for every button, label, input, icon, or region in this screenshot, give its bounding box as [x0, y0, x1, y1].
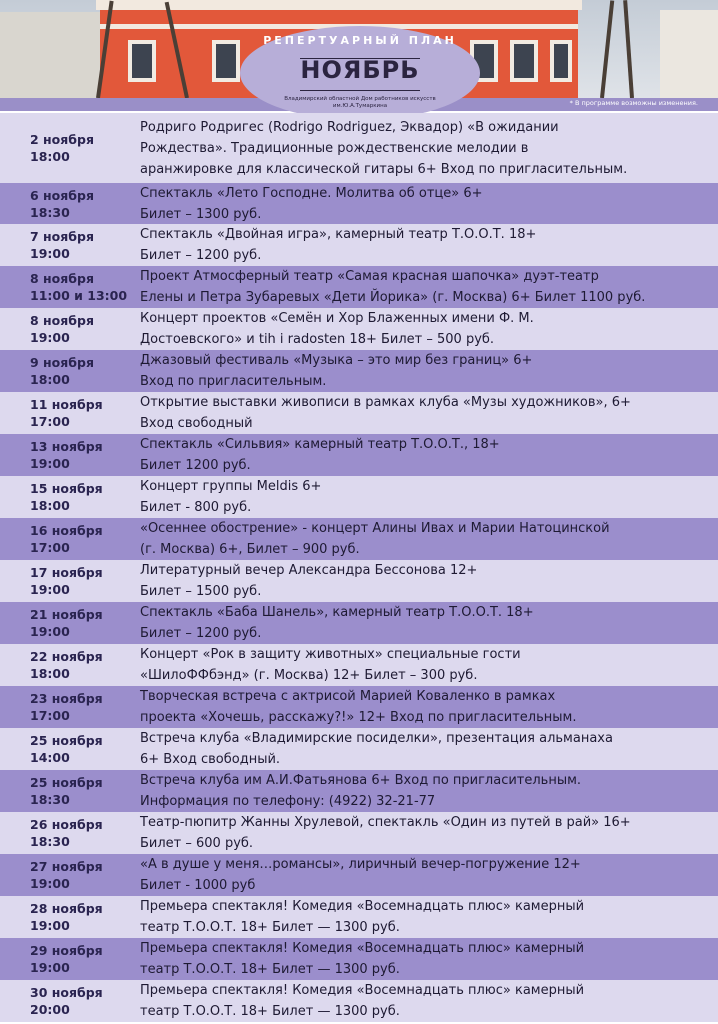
event-row — [0, 392, 718, 434]
event-time: 19:00 — [30, 624, 70, 639]
event-day: 9 ноября — [30, 355, 95, 370]
event-description-line: Джазовый фестиваль «Музыка – это мир без границ» 6+ — [140, 353, 533, 368]
left-building — [0, 12, 105, 98]
event-day: 7 ноября — [30, 229, 95, 244]
event-time: 19:00 — [30, 582, 70, 597]
event-row — [0, 518, 718, 560]
event-date — [30, 312, 94, 346]
event-date — [30, 774, 103, 808]
event-date — [30, 396, 103, 430]
event-date — [30, 858, 103, 892]
event-description — [140, 560, 715, 602]
event-description-line: Спектакль «Сильвия» камерный театр Т.О.О.Т., 18+ — [140, 437, 500, 452]
event-description-line: Елены и Петра Зубаревых «Дети Йорика» (г. Москва) 6+ Билет 1100 руб. — [140, 290, 646, 305]
event-row — [0, 644, 718, 686]
event-description-line: Встреча клуба им А.И.Фатьянова 6+ Вход по пригласительным. — [140, 773, 582, 788]
event-description — [140, 476, 715, 518]
event-row — [0, 854, 718, 896]
event-description-line: проекта «Хочешь, расскажу?!» 12+ Вход по пригласительным. — [140, 710, 577, 725]
event-day: 8 ноября — [30, 313, 95, 328]
event-description-line: Билет - 800 руб. — [140, 500, 252, 515]
event-date — [30, 648, 103, 682]
organization-name — [240, 96, 480, 110]
event-description-line: Билет - 1000 руб — [140, 878, 256, 893]
event-date — [30, 606, 103, 640]
event-row — [0, 224, 718, 266]
event-row — [0, 560, 718, 602]
event-day: 30 ноября — [30, 985, 103, 1000]
event-date — [30, 816, 103, 850]
event-date — [30, 270, 127, 304]
event-date — [30, 438, 103, 472]
event-row — [0, 812, 718, 854]
event-row — [0, 602, 718, 644]
event-row — [0, 686, 718, 728]
window — [550, 40, 572, 82]
event-time: 19:00 — [30, 918, 70, 933]
event-row — [0, 183, 718, 224]
events-list — [0, 113, 718, 1022]
window — [128, 40, 156, 82]
event-row — [0, 434, 718, 476]
event-row — [0, 350, 718, 392]
event-row — [0, 476, 718, 518]
event-description — [140, 686, 715, 728]
event-time: 20:00 — [30, 1002, 70, 1017]
event-time: 19:00 — [30, 876, 70, 891]
event-description-line: Билет – 1500 руб. — [140, 584, 262, 599]
event-description — [140, 308, 715, 350]
event-date — [30, 480, 103, 514]
event-row — [0, 938, 718, 980]
event-day: 22 ноября — [30, 649, 103, 664]
event-description-line: «ШилоФФбэнд» (г. Москва) 12+ Билет – 300 руб. — [140, 668, 478, 683]
event-description — [140, 602, 715, 644]
event-description-line: «Осеннее обострение» - концерт Алины Ивах и Марии Натоцинской — [140, 521, 610, 536]
event-day: 17 ноября — [30, 565, 103, 580]
event-date — [30, 522, 103, 556]
event-day: 6 ноября — [30, 188, 95, 203]
event-description — [140, 266, 715, 308]
event-date — [30, 690, 103, 724]
event-description-line: 6+ Вход свободный. — [140, 752, 281, 767]
event-date — [30, 900, 103, 934]
event-description-line: Концерт проектов «Семён и Хор Блаженных имени Ф. М. — [140, 311, 534, 326]
event-time: 18:30 — [30, 792, 70, 807]
event-time: 18:00 — [30, 498, 70, 513]
event-row — [0, 770, 718, 812]
event-time: 19:00 — [30, 246, 70, 261]
event-day: 25 ноября — [30, 775, 103, 790]
event-day: 25 ноября — [30, 733, 103, 748]
event-description-line: Концерт группы Meldis 6+ — [140, 479, 322, 494]
event-time: 17:00 — [30, 708, 70, 723]
event-description-line: Театр-пюпитр Жанны Хрулевой, спектакль «Один из путей в рай» 16+ — [140, 815, 631, 830]
event-date — [30, 228, 94, 262]
event-description — [140, 224, 715, 266]
event-description-line: Встреча клуба «Владимирские посиделки», презентация альманаха — [140, 731, 613, 746]
window — [510, 40, 538, 82]
event-time: 19:00 — [30, 960, 70, 975]
org-line2: им.Ю.А.Тумаркина — [332, 103, 388, 109]
event-row — [0, 266, 718, 308]
event-row — [0, 728, 718, 770]
event-description-line: Творческая встреча с актрисой Марией Коваленко в рамках — [140, 689, 556, 704]
event-day: 13 ноября — [30, 439, 103, 454]
event-time: 18:00 — [30, 149, 70, 164]
event-day: 8 ноября — [30, 271, 95, 286]
event-description — [140, 117, 715, 180]
event-description-line: Билет 1200 руб. — [140, 458, 251, 473]
event-description — [140, 896, 715, 938]
event-date — [30, 942, 103, 976]
changes-note: * В программе возможны изменения. — [569, 99, 698, 107]
event-description-line: Спектакль «Двойная игра», камерный театр Т.О.О.Т. 18+ — [140, 227, 537, 242]
event-description — [140, 728, 715, 770]
window — [212, 40, 240, 82]
event-description — [140, 434, 715, 476]
event-description — [140, 980, 715, 1022]
event-description-line: Премьера спектакля! Комедия «Восемнадцать плюс» камерный — [140, 899, 585, 914]
event-description-line: аранжировке для классической гитары 6+ Вход по пригласительным. — [140, 162, 628, 177]
event-time: 19:00 — [30, 456, 70, 471]
org-line1: Владимирский областной Дом работников искусств — [284, 96, 436, 102]
event-day: 15 ноября — [30, 481, 103, 496]
event-description-line: Вход свободный — [140, 416, 253, 431]
event-day: 27 ноября — [30, 859, 103, 874]
event-day: 28 ноября — [30, 901, 103, 916]
event-description-line: Достоевского» и tih i radosten 18+ Билет – 500 руб. — [140, 332, 495, 347]
event-row — [0, 980, 718, 1022]
event-description-line: театр Т.О.О.Т. 18+ Билет — 1300 руб. — [140, 962, 400, 977]
event-description-line: Информация по телефону: (4922) 32-21-77 — [140, 794, 436, 809]
event-description — [140, 938, 715, 980]
event-description-line: Рождества». Традиционные рождественские мелодии в — [140, 141, 529, 156]
event-description-line: Спектакль «Лето Господне. Молитва об отце» 6+ — [140, 186, 483, 201]
event-time: 19:00 — [30, 330, 70, 345]
event-description — [140, 350, 715, 392]
event-date — [30, 732, 103, 766]
event-time: 18:30 — [30, 205, 70, 220]
event-description-line: Билет – 1300 руб. — [140, 207, 262, 222]
event-description-line: Вход по пригласительным. — [140, 374, 327, 389]
event-description-line: Билет – 1200 руб. — [140, 248, 262, 263]
event-time: 18:00 — [30, 666, 70, 681]
event-date — [30, 354, 94, 388]
event-time: 17:00 — [30, 540, 70, 555]
event-description-line: Проект Атмосферный театр «Самая красная шапочка» дуэт-театр — [140, 269, 599, 284]
event-date — [30, 187, 94, 221]
event-description-line: Премьера спектакля! Комедия «Восемнадцать плюс» камерный — [140, 941, 585, 956]
event-time: 11:00 и 13:00 — [30, 288, 128, 303]
event-description-line: Билет – 600 руб. — [140, 836, 254, 851]
event-date — [30, 564, 103, 598]
title-rule-bottom — [300, 90, 420, 91]
event-description-line: Открытие выставки живописи в рамках клуба «Музы художников», 6+ — [140, 395, 631, 410]
event-day: 16 ноября — [30, 523, 103, 538]
event-date — [30, 984, 103, 1018]
event-row — [0, 113, 718, 183]
event-time: 14:00 — [30, 750, 70, 765]
event-day: 29 ноября — [30, 943, 103, 958]
event-row — [0, 308, 718, 350]
event-description-line: театр Т.О.О.Т. 18+ Билет — 1300 руб. — [140, 1004, 400, 1019]
event-description-line: «А в душе у меня…романсы», лиричный вечер-погружение 12+ — [140, 857, 581, 872]
month-title: НОЯБРЬ — [300, 56, 420, 84]
event-row — [0, 896, 718, 938]
event-description-line: Родриго Родригес (Rodrigo Rodriguez, Эквадор) «В ожидании — [140, 120, 559, 135]
event-description — [140, 518, 715, 560]
event-day: 11 ноября — [30, 397, 103, 412]
event-time: 18:00 — [30, 372, 70, 387]
event-date — [30, 131, 94, 165]
event-description-line: Литературный вечер Александра Бессонова 12+ — [140, 563, 478, 578]
event-day: 23 ноября — [30, 691, 103, 706]
event-description — [140, 854, 715, 896]
event-description-line: (г. Москва) 6+, Билет – 900 руб. — [140, 542, 360, 557]
event-description — [140, 644, 715, 686]
plan-label: РЕПЕРТУАРНЫЙ ПЛАН — [263, 34, 457, 47]
event-description-line: Билет – 1200 руб. — [140, 626, 262, 641]
event-description-line: Спектакль «Баба Шанель», камерный театр Т.О.О.Т. 18+ — [140, 605, 534, 620]
event-day: 26 ноября — [30, 817, 103, 832]
event-description — [140, 812, 715, 854]
right-building — [660, 10, 718, 98]
event-description — [140, 392, 715, 434]
event-time: 17:00 — [30, 414, 70, 429]
event-day: 2 ноября — [30, 132, 95, 147]
event-description — [140, 770, 715, 812]
event-description — [140, 183, 715, 225]
event-description-line: Концерт «Рок в защиту животных» специальные гости — [140, 647, 521, 662]
event-description-line: Премьера спектакля! Комедия «Восемнадцать плюс» камерный — [140, 983, 585, 998]
event-day: 21 ноября — [30, 607, 103, 622]
event-description-line: театр Т.О.О.Т. 18+ Билет — 1300 руб. — [140, 920, 400, 935]
event-time: 18:30 — [30, 834, 70, 849]
